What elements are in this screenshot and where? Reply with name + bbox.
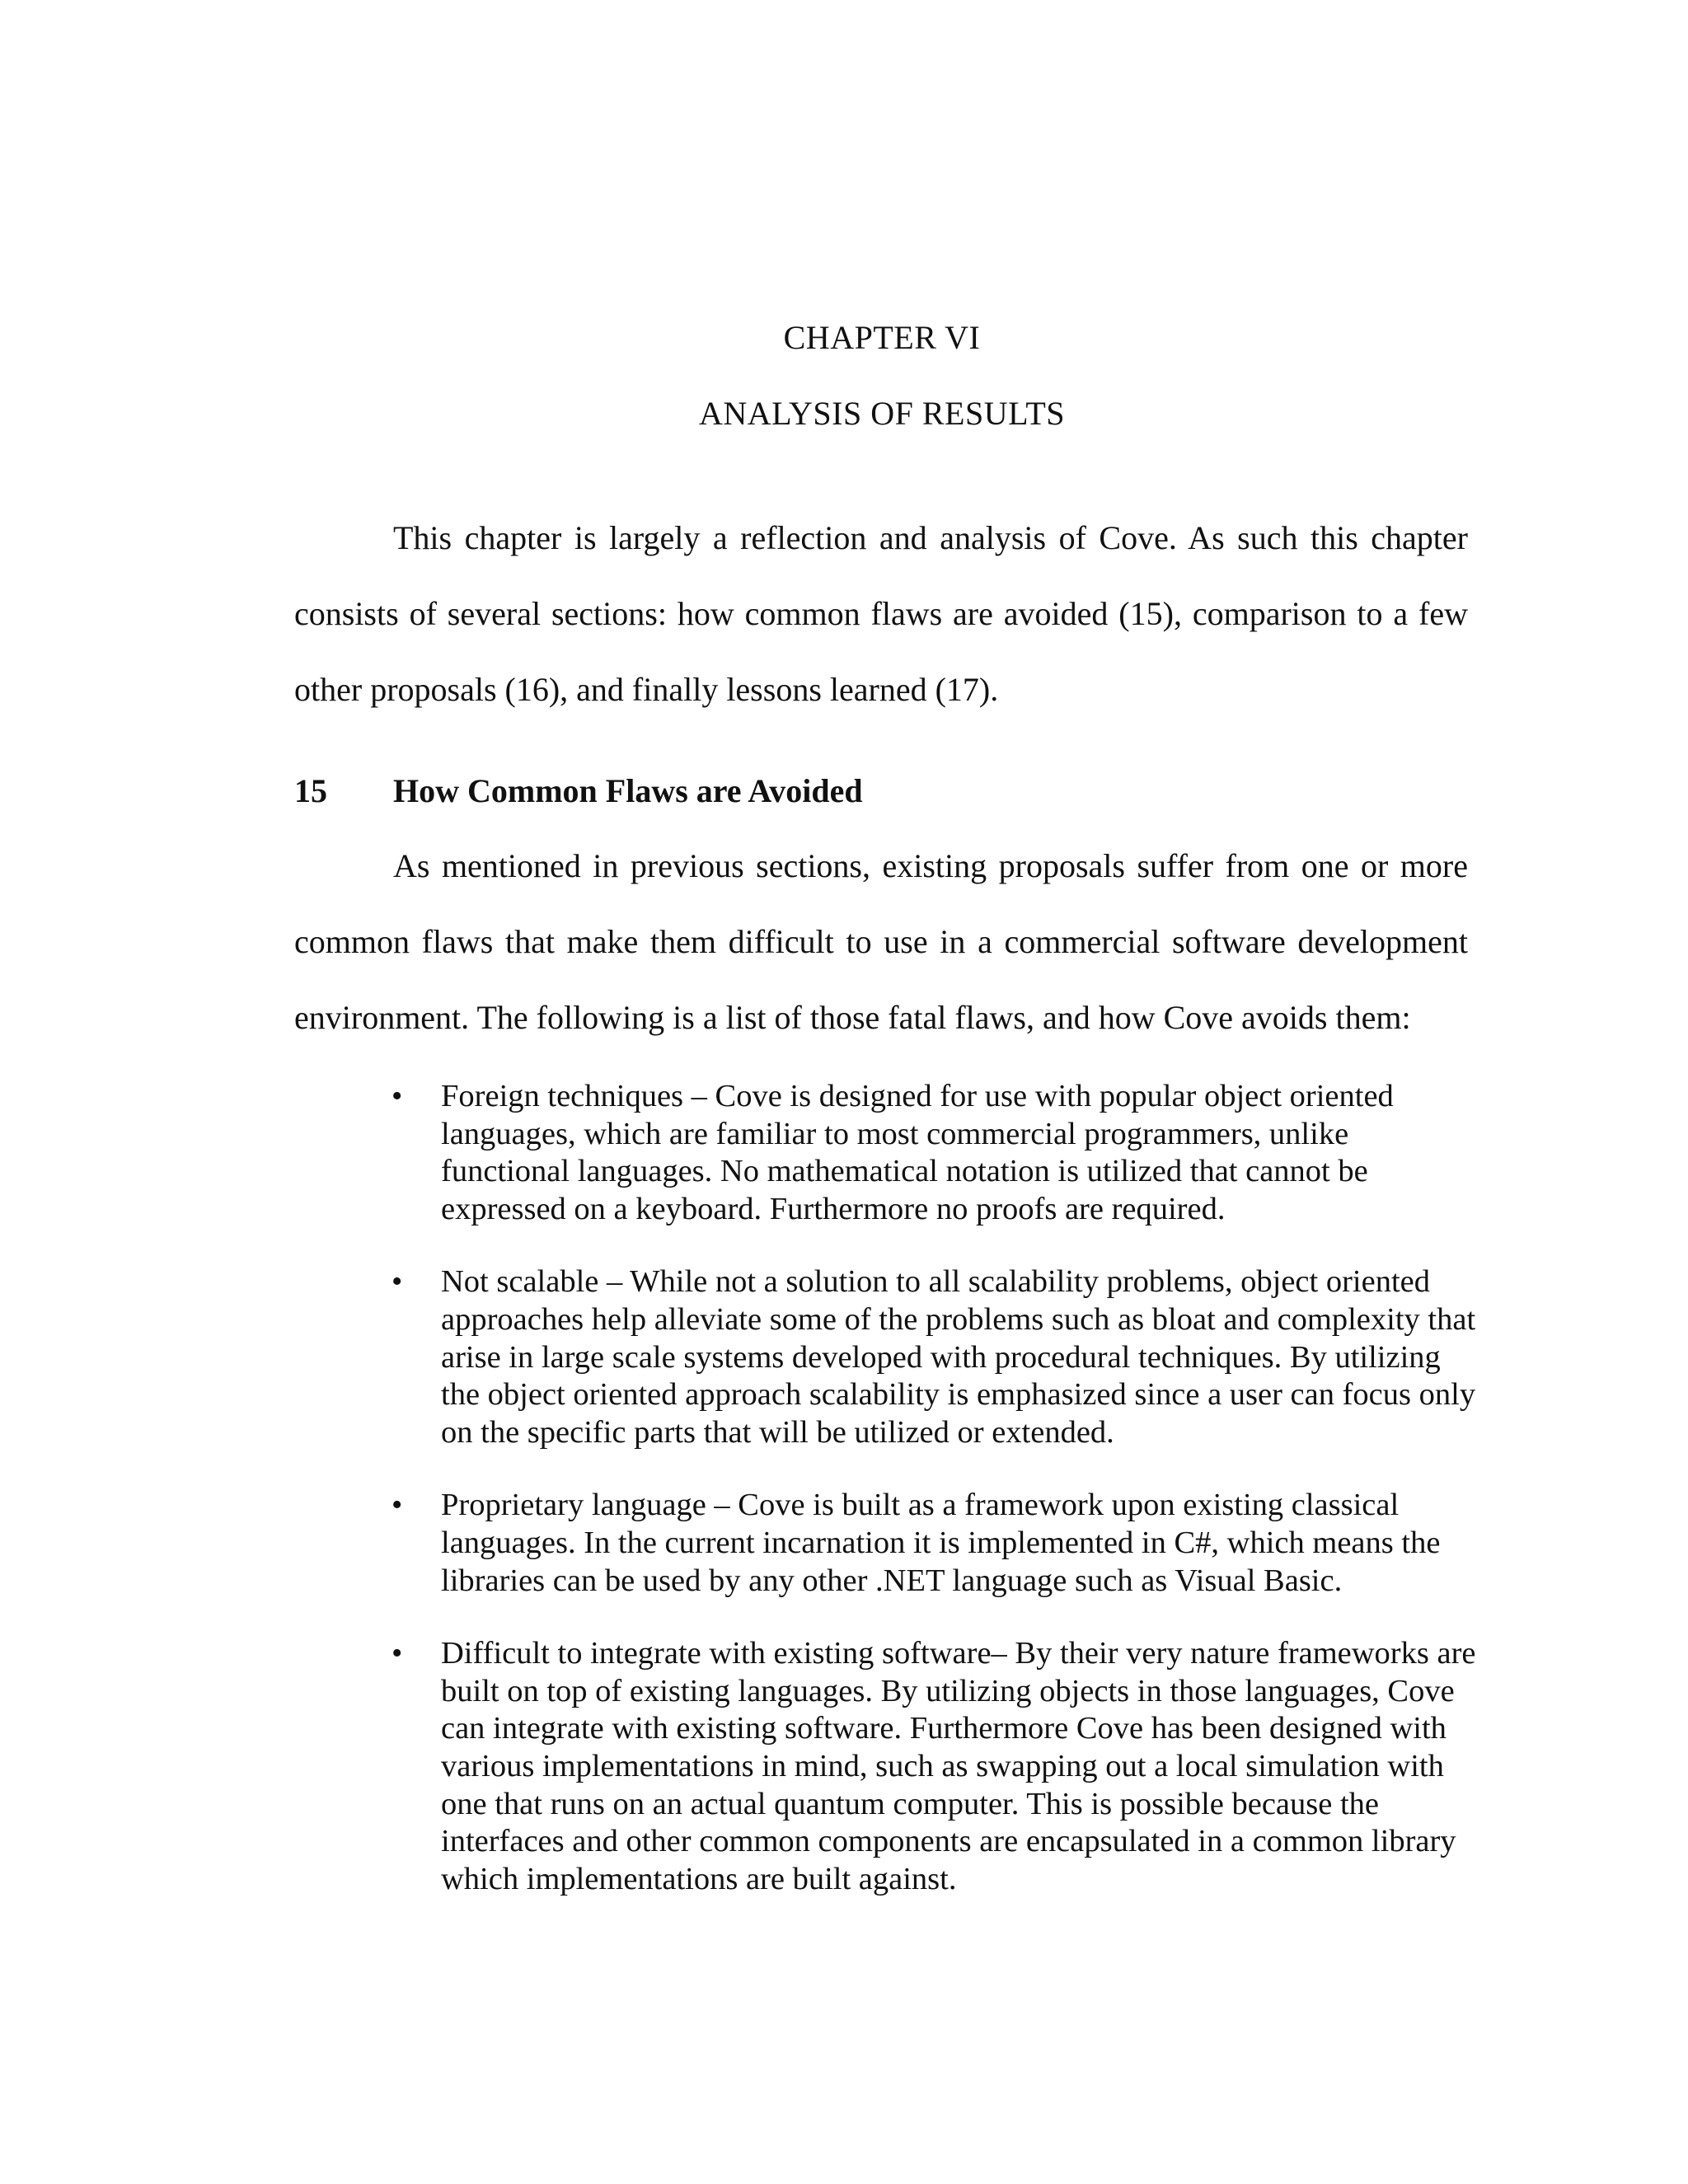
flaw-list [392,1078,1479,1933]
section-paragraph: As mentioned in previous sections, existing proposals suffer from one or more common flaws that make them difficult to use in a commercial software development environment. The following is a list of those fatal flaws, and how Cove avoids them: [294,847,1468,1036]
list-item [392,1078,1479,1228]
section-title: How Common Flaws are Avoided [393,772,863,809]
flaw-text: Difficult to integrate with existing software– By their very nature frameworks are built on top of existing languages. By utilizing objects in those languages, Cove can integrate with existing software. Furthermore Cove has been designed with various implementations in mind, such as swapping out a local simulation with one that runs on an actual quantum computer. This is possible because the interfaces and other common components are encapsulated in a common library which implementations are built against. [441,1636,1476,1896]
list-item [392,1487,1479,1600]
section-heading [294,771,863,812]
list-item [392,1263,1479,1451]
flaw-text: Not scalable – While not a solution to all scalability problems, object oriented approaches help alleviate some of the problems such as bloat and complexity that arise in large scale systems developed with procedural techniques. By utilizing the object oriented approach scalability is emphasized since a user can focus only on the specific parts that will be utilized or extended. [441,1264,1476,1450]
chapter-title: ANALYSIS OF RESULTS [698,395,1066,432]
bullet-icon: • [392,1079,403,1113]
flaw-text: Foreign techniques – Cove is designed for use with popular object oriented languages, which are familiar to most commercial programmers, unlike functional languages. No mathematical notation is utilized that cannot be expressed on a keyboard. Furthermore no proofs are required. [441,1079,1394,1226]
section-number: 15 [294,772,327,809]
bullet-icon: • [392,1264,403,1300]
chapter-label: CHAPTER VI [783,319,981,356]
bullet-icon: • [392,1488,403,1523]
intro-paragraph: This chapter is largely a reflection and analysis of Cove. As such this chapter consists of several sections: how common flaws are avoided (15), comparison to a few other proposals (16), and finally lessons learned (17). [294,519,1468,708]
flaw-text: Proprietary language – Cove is built as a framework upon existing classical languages. In the current incarnation it is implemented in C#, which means the libraries can be used by any other .NET language such as Visual Basic. [441,1488,1441,1598]
list-item [392,1635,1479,1898]
bullet-icon: • [392,1636,403,1671]
